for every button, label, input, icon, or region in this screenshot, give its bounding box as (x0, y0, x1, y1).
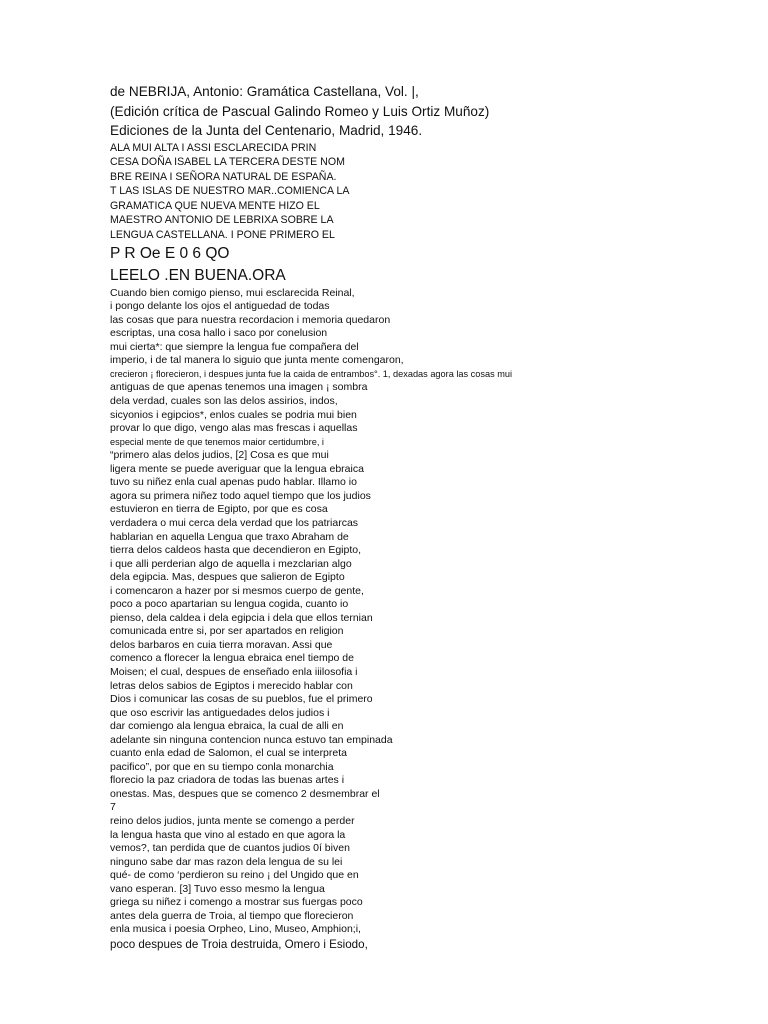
text-line: cuanto enla edad de Salomon, el cual se interpreta (110, 747, 347, 760)
text-line: dela egipcia. Mas, despues que salieron de Egipto (110, 571, 345, 584)
text-line: comunicada entre si, por ser apartados en religion (110, 625, 344, 638)
dedication-line: LENGUA CASTELLANA. I PONE PRIMERO EL (110, 229, 335, 242)
text-line: Cuando bien comigo pienso, mui esclarecida Reinal, (110, 286, 355, 299)
text-line: delos barbaros en cuia tierra moravan. Assi que (110, 638, 333, 651)
citation-line: (Edición crítica de Pascual Galindo Romeo y Luis Ortiz Muñoz) (110, 103, 490, 119)
section-headings (110, 243, 750, 287)
dedication-line: CESA DOÑA ISABEL LA TERCERA DESTE NOM (110, 156, 345, 169)
text-line: dar comiengo ala lengua ebraica, la cual de alli en (110, 720, 344, 733)
text-line: dela verdad, cuales son las delos assirios, indos, (110, 395, 338, 408)
text-line: griega su niñez i comengo a mostrar sus fuergas poco (110, 896, 363, 909)
text-line: pienso, dela caldea i dela egipcia i dela que ellos ternian (110, 611, 373, 624)
text-line: la lengua hasta que vino al estado en que agora la (110, 828, 346, 841)
text-line: “primero alas delos judios, [2] Cosa es que mui (110, 449, 329, 462)
dedication-line: T LAS ISLAS DE NUESTRO MAR..COMIENCA LA (110, 185, 350, 198)
document-page (110, 82, 750, 952)
text-line: vemos?, tan perdida que de cuantos judios 0í biven (110, 842, 350, 855)
text-line: provar lo que digo, vengo alas mas frescas i aquellas (110, 422, 358, 435)
text-line: qué- de como ‘perdieron su reino ¡ del Ungido que en (110, 869, 359, 882)
text-line: adelante sin ninguna contencion nunca estuvo tan empinada (110, 733, 393, 746)
text-line: letras delos sabios de Egiptos i merecido hablar con (110, 679, 353, 692)
text-line: tierra delos caldeos hasta que decendieron en Egipto, (110, 544, 362, 557)
text-line: crecieron ¡ florecieron, i despues junta fue la caida de entrambos°. 1, dexadas agora las cosas mui (110, 368, 513, 379)
text-line: vano esperan. [3] Tuvo esso mesmo la lengua (110, 882, 325, 895)
text-line: especial mente de que tenemos maior certidumbre, i (110, 436, 324, 447)
text-line: imperio, i de tal manera lo siguio que junta mente comengaron, (110, 354, 404, 367)
text-line: sicyonios i egipcios*, enlos cuales se podria mui bien (110, 408, 357, 421)
text-line: i pongo delante los ojos el antiguedad de todas (110, 300, 330, 313)
text-line: agora su primera niñez todo aquel tiempo que los judios (110, 489, 371, 502)
text-line: poco despues de Troia destruida, Omero i Esiodo, (110, 937, 368, 951)
dedication-line: MAESTRO ANTONIO DE LEBRIXA SOBRE LA (110, 214, 334, 227)
text-line: antiguas de que apenas tenemos una imagen ¡ sombra (110, 381, 368, 394)
text-line: tuvo su niñez enla cual apenas pudo hablar. Illamo io (110, 476, 357, 489)
text-line: antes dela guerra de Troia, al tiempo que florecieron (110, 909, 354, 922)
dedication-block (110, 141, 750, 243)
subheading: LEELO .EN BUENA.ORA (110, 266, 286, 284)
citation-header (110, 82, 750, 141)
dedication-line: GRAMATICA QUE NUEVA MENTE HIZO EL (110, 199, 320, 212)
text-line: reino delos judios, junta mente se comengo a perder (110, 814, 355, 827)
prologue-heading: P R Oe E 0 6 QO (110, 244, 230, 262)
text-line: estuvieron en tierra de Egipto, por que es cosa (110, 503, 328, 516)
text-line: pacifico”, por que en su tiempo conla monarchia (110, 760, 334, 773)
body-text (110, 287, 750, 952)
text-line: poco a poco apartarian su lengua cogida, cuanto io (110, 598, 349, 611)
text-line: onestas. Mas, despues que se comenco 2 desmembrar el (110, 787, 380, 800)
text-line: ligera mente se puede averiguar que la lengua ebraica (110, 462, 364, 475)
text-line: florecio la paz criadora de todas las buenas artes i (110, 774, 345, 787)
text-line: hablarian en aquella Lengua que traxo Abraham de (110, 530, 349, 543)
text-line: escriptas, una cosa hallo i saco por conelusion (110, 327, 328, 340)
text-line: i comencaron a hazer por si mesmos cuerpo de gente, (110, 584, 364, 597)
text-line: Dios i comunicar las cosas de su pueblos, fue el primero (110, 693, 373, 706)
text-line: que oso escrivir las antiguedades delos judios i (110, 706, 330, 719)
page-number: 7 (110, 801, 116, 814)
citation-line: de NEBRIJA, Antonio: Gramática Castellana, Vol. |, (110, 84, 419, 99)
text-line: ninguno sabe dar mas razon dela lengua de su lei (110, 855, 343, 868)
dedication-line: BRE REINA I SEÑORA NATURAL DE ESPAÑA. (110, 170, 337, 183)
text-line: enla musica i poesia Orpheo, Lino, Museo, Amphion;i, (110, 923, 361, 936)
dedication-line: ALA MUI ALTA I ASSI ESCLARECIDA PRIN (110, 141, 317, 154)
text-line: i que alli perderian algo de aquella i mezclarian algo (110, 557, 352, 570)
citation-line: Ediciones de la Junta del Centenario, Madrid, 1946. (110, 123, 423, 138)
text-line: verdadera o mui cerca dela verdad que los patriarcas (110, 516, 359, 529)
text-line: las cosas que para nuestra recordacion i memoria quedaron (110, 313, 391, 326)
text-line: mui cierta*: que siempre la lengua fue compañera del (110, 340, 359, 353)
text-line: Moisen; el cual, despues de enseñado enla iiilosofia i (110, 665, 358, 678)
text-line: comenco a florecer la lengua ebraica enel tiempo de (110, 652, 354, 665)
